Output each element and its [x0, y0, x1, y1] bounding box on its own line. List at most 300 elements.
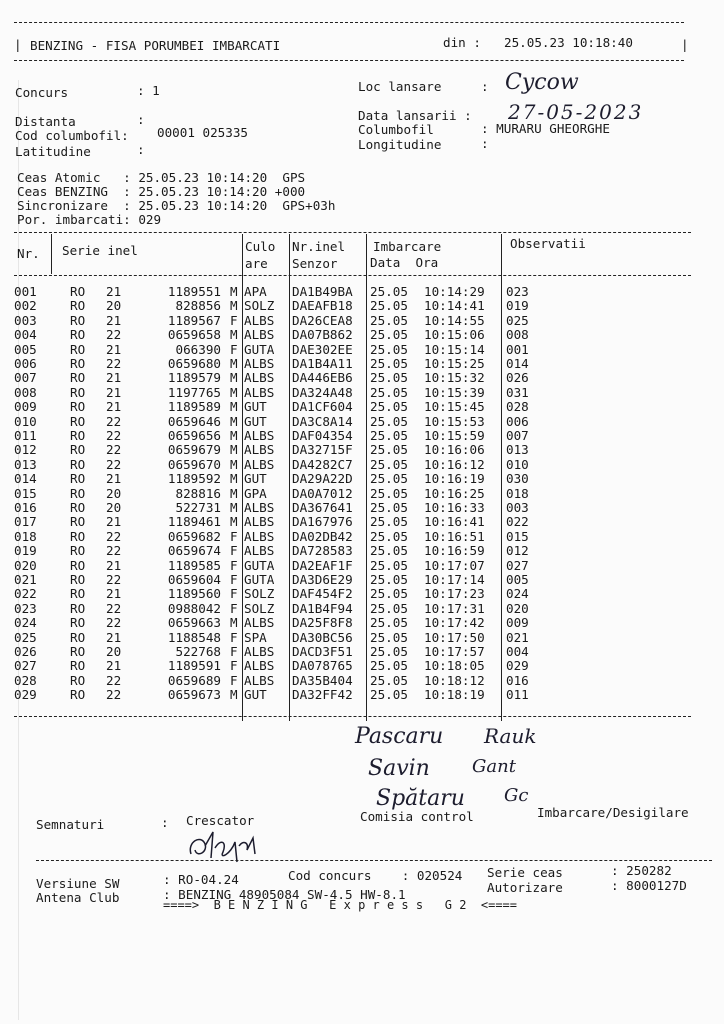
row-sex: M — [230, 514, 238, 530]
row-year: 21 — [106, 586, 122, 602]
row-time: 10:17:57 — [424, 644, 485, 659]
row-sensor: DAF04354 — [292, 428, 353, 443]
table-header-bottom-border — [14, 275, 691, 276]
serie-ceas-value: : 250282 — [611, 863, 672, 878]
row-country: RO — [70, 312, 86, 328]
table-row — [14, 415, 694, 429]
row-country: RO — [70, 528, 86, 544]
row-year: 20 — [106, 485, 122, 501]
row-color: ALBS — [244, 658, 275, 674]
footer-top-border — [36, 860, 712, 861]
row-obs: 021 — [506, 629, 529, 645]
row-year: 20 — [106, 500, 122, 515]
row-time: 10:16:59 — [424, 543, 485, 559]
row-nr: 008 — [14, 384, 37, 400]
latitudine-label: Latitudine — [15, 144, 91, 159]
row-color: ALBS — [244, 615, 275, 631]
row-ring: 0659673 — [167, 687, 221, 703]
row-sensor: DA07B862 — [292, 327, 353, 343]
row-sex: F — [230, 672, 238, 688]
row-obs: 012 — [506, 543, 529, 559]
table-row — [14, 530, 694, 544]
row-nr: 024 — [14, 615, 37, 631]
row-country: RO — [70, 500, 86, 515]
row-color: ALBS — [244, 384, 275, 400]
row-time: 10:17:31 — [424, 600, 485, 616]
concurs-value: : 1 — [137, 83, 160, 98]
row-year: 22 — [106, 528, 122, 544]
row-color: SOLZ — [244, 586, 275, 602]
row-ring: 0659663 — [167, 615, 221, 631]
row-sex: F — [230, 586, 238, 602]
row-country: RO — [70, 384, 86, 400]
comisia-label: Comisia control — [360, 809, 474, 824]
row-time: 10:16:12 — [424, 456, 485, 472]
row-color: GUT — [244, 471, 267, 487]
row-ring: 0659682 — [167, 528, 221, 544]
row-color: ALBS — [244, 356, 275, 371]
row-country: RO — [70, 370, 86, 386]
row-year: 22 — [106, 615, 122, 631]
row-sex: M — [230, 485, 238, 501]
antena-value: : BENZING 48905084 SW-4.5 HW-8.1 — [163, 887, 406, 902]
distanta-value: : — [137, 112, 145, 127]
row-color: SOLZ — [244, 298, 275, 314]
row-country: RO — [70, 356, 86, 371]
row-time: 10:15:45 — [424, 399, 485, 415]
table-row — [14, 631, 694, 645]
row-obs: 011 — [506, 687, 529, 703]
row-obs: 030 — [506, 471, 529, 487]
longitudine-value: : — [481, 136, 489, 151]
row-sex: M — [230, 413, 238, 429]
row-time: 10:16:19 — [424, 471, 485, 487]
row-sex: F — [230, 543, 238, 559]
row-date: 25.05 — [370, 370, 408, 386]
row-date: 25.05 — [370, 485, 408, 501]
row-country: RO — [70, 615, 86, 631]
row-color: GPA — [244, 485, 267, 501]
row-nr: 021 — [14, 572, 37, 587]
table-row — [14, 343, 694, 357]
row-color: ALBS — [244, 327, 275, 343]
row-color: ALBS — [244, 644, 275, 659]
row-date: 25.05 — [370, 399, 408, 415]
row-sex: M — [230, 370, 238, 386]
concurs-label: Concurs — [15, 85, 69, 100]
row-sensor: DAEAFB18 — [292, 298, 353, 314]
table-row — [14, 645, 694, 659]
row-time: 10:15:59 — [424, 428, 485, 443]
table-row — [14, 299, 694, 313]
row-ring: 1189579 — [167, 370, 221, 386]
table-row — [14, 357, 694, 371]
row-nr: 025 — [14, 629, 37, 645]
row-obs: 023 — [506, 284, 529, 299]
row-year: 22 — [106, 687, 122, 703]
row-sensor: DA167976 — [292, 514, 353, 530]
row-sensor: DA0A7012 — [292, 485, 353, 501]
row-sex: F — [230, 528, 238, 544]
row-sensor: DA29A22D — [292, 471, 353, 487]
row-time: 10:17:07 — [424, 557, 485, 573]
row-color: SPA — [244, 629, 267, 645]
row-year: 21 — [106, 399, 122, 415]
row-country: RO — [70, 572, 86, 587]
col-header-culoare-1: Culo — [245, 239, 276, 254]
row-year: 21 — [106, 284, 122, 299]
row-color: GUTA — [244, 557, 275, 573]
row-sex: M — [230, 428, 238, 443]
row-nr: 014 — [14, 471, 37, 487]
table-bottom-border — [14, 716, 691, 717]
row-sensor: DA35B404 — [292, 672, 353, 688]
row-date: 25.05 — [370, 615, 408, 631]
row-color: ALBS — [244, 370, 275, 386]
row-date: 25.05 — [370, 284, 408, 299]
row-date: 25.05 — [370, 528, 408, 544]
row-color: ALBS — [244, 456, 275, 472]
row-obs: 025 — [506, 312, 529, 328]
row-date: 25.05 — [370, 672, 408, 688]
row-country: RO — [70, 687, 86, 703]
row-obs: 020 — [506, 600, 529, 616]
signature-squiggle-2: Gant — [472, 756, 516, 777]
row-obs: 005 — [506, 572, 529, 587]
row-obs: 008 — [506, 327, 529, 343]
row-country: RO — [70, 586, 86, 602]
row-sex: M — [230, 327, 238, 343]
row-date: 25.05 — [370, 687, 408, 703]
row-year: 22 — [106, 572, 122, 587]
table-row — [14, 616, 694, 630]
row-ring: 1189551 — [167, 284, 221, 299]
row-date: 25.05 — [370, 586, 408, 602]
row-year: 21 — [106, 341, 122, 357]
table-row — [14, 559, 694, 573]
row-date: 25.05 — [370, 629, 408, 645]
row-obs: 014 — [506, 356, 529, 371]
row-ring: 1188548 — [167, 629, 221, 645]
row-sensor: DA324A48 — [292, 384, 353, 400]
row-date: 25.05 — [370, 413, 408, 429]
table-row — [14, 659, 694, 673]
row-country: RO — [70, 428, 86, 443]
row-sex: M — [230, 399, 238, 415]
row-time: 10:15:25 — [424, 356, 485, 371]
col-header-nrinel-1: Nr.inel — [292, 239, 346, 254]
row-ring: 0659604 — [167, 572, 221, 587]
row-sensor: DA30BC56 — [292, 629, 353, 645]
row-sensor: DA4282C7 — [292, 456, 353, 472]
crescator-signature — [183, 828, 273, 864]
row-sensor: DA3D6E29 — [292, 572, 353, 587]
table-row — [14, 386, 694, 400]
row-sex: M — [230, 687, 238, 703]
col-header-nrinel-2: Senzor — [292, 256, 338, 271]
row-year: 22 — [106, 428, 122, 443]
row-nr: 015 — [14, 485, 37, 501]
row-year: 21 — [106, 514, 122, 530]
row-ring: 0659679 — [167, 442, 221, 458]
semnaturi-colon: : — [161, 815, 169, 830]
row-country: RO — [70, 413, 86, 429]
row-sex: M — [230, 356, 238, 371]
autorizare-value: : 8000127D — [611, 878, 687, 893]
row-time: 10:17:42 — [424, 615, 485, 631]
row-ring: 0659658 — [167, 327, 221, 343]
row-nr: 011 — [14, 428, 37, 443]
row-nr: 019 — [14, 543, 37, 559]
row-nr: 003 — [14, 312, 37, 328]
row-color: ALBS — [244, 428, 275, 443]
row-time: 10:15:14 — [424, 341, 485, 357]
row-year: 21 — [106, 370, 122, 386]
row-country: RO — [70, 485, 86, 501]
row-year: 21 — [106, 658, 122, 674]
col-header-imbarcare-1: Imbarcare — [373, 239, 442, 254]
header-left-bar: | — [14, 37, 22, 52]
row-sensor: DA26CEA8 — [292, 312, 353, 328]
row-date: 25.05 — [370, 600, 408, 616]
row-country: RO — [70, 399, 86, 415]
row-date: 25.05 — [370, 428, 408, 443]
signature-spataru: Spătaru — [376, 786, 465, 811]
row-sensor: DA02DB42 — [292, 528, 353, 544]
row-sex: F — [230, 572, 238, 587]
row-obs: 019 — [506, 298, 529, 314]
row-ring: 1197765 — [167, 384, 221, 400]
row-obs: 022 — [506, 514, 529, 530]
row-ring: 066390 — [175, 341, 221, 357]
row-obs: 007 — [506, 428, 529, 443]
row-time: 10:15:32 — [424, 370, 485, 386]
row-time: 10:18:19 — [424, 687, 485, 703]
row-year: 20 — [106, 298, 122, 314]
col-header-serie: Serie inel — [62, 243, 138, 258]
table-row — [14, 674, 694, 688]
row-nr: 002 — [14, 298, 37, 314]
row-ring: 0659670 — [167, 456, 221, 472]
row-nr: 022 — [14, 586, 37, 602]
row-sex: F — [230, 557, 238, 573]
table-row — [14, 285, 694, 299]
row-date: 25.05 — [370, 514, 408, 530]
row-time: 10:14:29 — [424, 284, 485, 299]
header-title: BENZING - FISA PORUMBEI IMBARCATI — [30, 38, 281, 53]
data-lansarii-value: 27-05-2023 — [508, 100, 644, 124]
row-obs: 009 — [506, 615, 529, 631]
row-date: 25.05 — [370, 327, 408, 343]
row-sensor: DAE302EE — [292, 341, 353, 357]
row-country: RO — [70, 629, 86, 645]
table-row — [14, 443, 694, 457]
row-sensor: DA1B49BA — [292, 284, 353, 299]
row-time: 10:16:33 — [424, 500, 485, 515]
row-date: 25.05 — [370, 644, 408, 659]
row-color: GUT — [244, 687, 267, 703]
ceas-atomic: Ceas Atomic : 25.05.23 10:14:20 GPS — [17, 170, 306, 185]
semnaturi-label: Semnaturi — [36, 817, 105, 832]
row-date: 25.05 — [370, 543, 408, 559]
row-obs: 016 — [506, 672, 529, 688]
row-country: RO — [70, 456, 86, 472]
table-row — [14, 458, 694, 472]
row-sensor: DA1CF604 — [292, 399, 353, 415]
row-nr: 018 — [14, 528, 37, 544]
row-nr: 029 — [14, 687, 37, 703]
row-sex: M — [230, 442, 238, 458]
header-bottom-border — [14, 60, 684, 61]
row-year: 21 — [106, 629, 122, 645]
row-sensor: DA32FF42 — [292, 687, 353, 703]
row-year: 21 — [106, 312, 122, 328]
row-sensor: DA32715F — [292, 442, 353, 458]
row-country: RO — [70, 284, 86, 299]
imbarcare-desigilare-label: Imbarcare/Desigilare — [537, 805, 689, 820]
row-ring: 1189461 — [167, 514, 221, 530]
loc-lansare-value: Cycow — [505, 70, 579, 95]
row-date: 25.05 — [370, 341, 408, 357]
row-time: 10:17:50 — [424, 629, 485, 645]
col-header-imbarcare-2: Data Ora — [370, 255, 439, 270]
row-country: RO — [70, 341, 86, 357]
row-obs: 029 — [506, 658, 529, 674]
row-obs: 027 — [506, 557, 529, 573]
cod-concurs: Cod concurs : 020524 — [288, 868, 463, 883]
table-row — [14, 429, 694, 443]
row-nr: 006 — [14, 356, 37, 371]
loc-lansare-colon: : — [481, 79, 489, 94]
row-obs: 010 — [506, 456, 529, 472]
row-time: 10:16:51 — [424, 528, 485, 544]
signature-savin: Savin — [368, 756, 430, 781]
row-time: 10:18:12 — [424, 672, 485, 688]
cod-columbofil-label: Cod columbofil: — [15, 128, 129, 143]
row-nr: 017 — [14, 514, 37, 530]
row-date: 25.05 — [370, 356, 408, 371]
row-nr: 028 — [14, 672, 37, 688]
row-color: ALBS — [244, 543, 275, 559]
row-nr: 012 — [14, 442, 37, 458]
versiune-label: Versiune SW — [36, 876, 120, 891]
row-nr: 016 — [14, 500, 37, 515]
row-sex: M — [230, 500, 238, 515]
row-sensor: DA728583 — [292, 543, 353, 559]
row-nr: 009 — [14, 399, 37, 415]
header-date-label: din : — [443, 35, 481, 50]
row-date: 25.05 — [370, 658, 408, 674]
table-top-border — [14, 232, 691, 233]
express-banner: ====> B E N Z I N G E x p r e s s G 2 <==== — [163, 898, 518, 912]
row-sex: M — [230, 615, 238, 631]
row-sex: F — [230, 600, 238, 616]
row-color: GUTA — [244, 341, 275, 357]
row-ring: 0988042 — [167, 600, 221, 616]
row-ring: 1189592 — [167, 471, 221, 487]
row-sensor: DA3C8A14 — [292, 413, 353, 429]
table-row — [14, 587, 694, 601]
table-row — [14, 602, 694, 616]
row-color: ALBS — [244, 514, 275, 530]
versiune-value: : RO-04.24 — [163, 872, 239, 887]
col-sep-nr — [51, 234, 52, 274]
row-color: ALBS — [244, 500, 275, 515]
row-year: 21 — [106, 557, 122, 573]
row-country: RO — [70, 514, 86, 530]
row-sensor: DA367641 — [292, 500, 353, 515]
row-color: ALBS — [244, 442, 275, 458]
latitudine-value: : — [137, 142, 145, 157]
row-date: 25.05 — [370, 471, 408, 487]
row-time: 10:14:41 — [424, 298, 485, 314]
table-row — [14, 515, 694, 529]
row-time: 10:16:41 — [424, 514, 485, 530]
col-header-nr: Nr. — [17, 246, 40, 261]
row-date: 25.05 — [370, 384, 408, 400]
row-ring: 828856 — [175, 298, 221, 314]
table-row — [14, 400, 694, 414]
sincronizare: Sincronizare : 25.05.23 10:14:20 GPS+03h — [17, 198, 336, 213]
row-obs: 013 — [506, 442, 529, 458]
row-country: RO — [70, 557, 86, 573]
row-country: RO — [70, 672, 86, 688]
row-ring: 1189585 — [167, 557, 221, 573]
table-row — [14, 314, 694, 328]
header-top-border — [14, 22, 684, 23]
ceas-benzing: Ceas BENZING : 25.05.23 10:14:20 +000 — [17, 184, 306, 199]
col-header-observatii: Observatii — [510, 236, 586, 251]
row-obs: 028 — [506, 399, 529, 415]
row-country: RO — [70, 644, 86, 659]
signature-squiggle-1: Rauk — [484, 724, 537, 748]
row-color: ALBS — [244, 312, 275, 328]
row-sensor: DA25F8F8 — [292, 615, 353, 631]
row-color: SOLZ — [244, 600, 275, 616]
row-sex: F — [230, 658, 238, 674]
row-color: APA — [244, 284, 267, 299]
row-year: 21 — [106, 471, 122, 487]
row-time: 10:15:06 — [424, 327, 485, 343]
row-nr: 026 — [14, 644, 37, 659]
row-ring: 1189591 — [167, 658, 221, 674]
table-row — [14, 487, 694, 501]
row-year: 22 — [106, 442, 122, 458]
row-year: 22 — [106, 456, 122, 472]
row-time: 10:14:55 — [424, 312, 485, 328]
row-nr: 027 — [14, 658, 37, 674]
row-sensor: DA446EB6 — [292, 370, 353, 386]
row-ring: 522768 — [175, 644, 221, 659]
row-year: 20 — [106, 644, 122, 659]
porumbei-imbarcati: Por. imbarcati: 029 — [17, 212, 162, 227]
row-sensor: DA1B4F94 — [292, 600, 353, 616]
row-obs: 003 — [506, 500, 529, 515]
row-sex: F — [230, 341, 238, 357]
row-color: ALBS — [244, 672, 275, 688]
header-date-value: 25.05.23 10:18:40 — [504, 35, 633, 50]
row-time: 10:15:39 — [424, 384, 485, 400]
row-country: RO — [70, 327, 86, 343]
row-year: 22 — [106, 600, 122, 616]
table-row — [14, 544, 694, 558]
row-sex: M — [230, 298, 238, 314]
row-year: 22 — [106, 413, 122, 429]
row-nr: 004 — [14, 327, 37, 343]
row-color: GUTA — [244, 572, 275, 587]
row-time: 10:16:25 — [424, 485, 485, 501]
signature-squiggle-3: Gc — [504, 785, 529, 806]
